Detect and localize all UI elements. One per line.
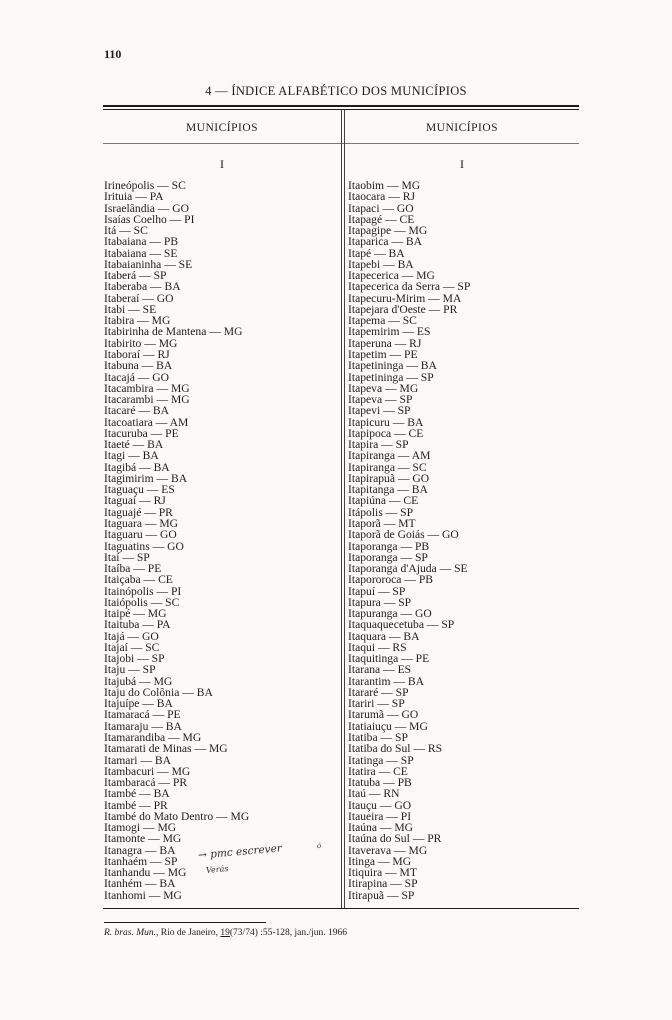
right-section-letter: I [460,157,464,171]
municipality-entry: Itaporã de Goiás — GO [348,528,459,542]
municipality-entry: Itabirito — MG [104,336,178,350]
municipality-entry: Israelândia — GO [104,201,189,215]
municipality-entry: Itarantim — BA [348,674,424,688]
municipality-entry: Itaíba — PE [104,562,162,576]
municipality-entry: Itaguaí — RJ [104,494,166,508]
municipality-entry: Itapecerica — MG [348,269,435,283]
municipality-entry: Itanhém — BA [104,877,176,891]
municipality-entry: Itagibá — BA [104,460,170,474]
citation-rest: (73/74) :55-128, jan./jun. 1966 [229,928,348,938]
municipality-entry: Itaiçaba — CE [104,573,173,587]
municipality-entry: Itapagipe — MG [348,224,428,238]
handwritten-annotation: → pmc escrever [197,842,283,862]
municipality-entry: Irineópolis — SC [104,179,186,192]
column-divider [341,110,342,908]
municipality-entry: Itanhandu — MG [104,866,187,880]
municipality-entry: Itatinga — SP [348,753,414,767]
municipality-entry: Itapororoca — PB [348,573,434,587]
municipality-entry: Itapaci — GO [348,201,414,215]
municipality-entry: Itacarambi — MG [104,393,190,407]
municipality-entry: Itatuba — PB [348,776,412,790]
municipality-entry: Itainópolis — PI [104,584,182,598]
municipality-entry: Itapecerica da Serra — SP [348,280,471,294]
municipality-entry: Itaiópolis — SC [104,595,180,609]
municipality-entry: Itinga — MG [348,854,412,868]
municipality-entry: Itá — SC [104,224,148,238]
municipality-entry: Itaeté — BA [104,438,164,452]
municipality-entry: Itirapina — SP [348,877,418,891]
municipality-entry: Itamari — BA [104,753,171,767]
citation-place: Rio de Janeiro, [158,928,221,938]
top-rule [103,105,579,107]
municipality-entry: Itapetininga — BA [348,359,437,373]
municipality-entry: Itarumã — GO [348,708,419,722]
municipality-entry: Itapetim — PE [348,347,418,361]
municipality-entry: Itaporã — MT [348,516,416,530]
municipality-entry: Itapema — SC [348,314,417,328]
municipality-entry: Itaqui — RS [348,640,407,654]
municipality-entry: Isaías Coelho — PI [104,212,195,226]
municipality-entry: Itirapuã — SP [348,888,415,902]
municipality-entry: Itanagra — BA [104,843,176,857]
column-divider [344,110,345,908]
municipality-entry: Itaguajé — PR [104,505,173,519]
municipality-entry: Itaúna do Sul — PR [348,832,442,846]
municipality-entry: Itambacuri — MG [104,764,191,778]
municipality-entry: Itaju — SP [104,663,156,677]
municipality-entry: Itanhomi — MG [104,888,182,902]
municipality-entry: Itabaiana — PB [104,235,179,249]
municipality-entry: Itapeva — MG [348,381,419,395]
municipality-entry: Itapiúna — CE [348,494,419,508]
municipality-entry: Itajaí — SC [104,640,160,654]
municipality-entry: Itajubá — MG [104,674,173,688]
municipality-entry: Itambé — PR [104,798,168,812]
municipality-entry: Itabi — SE [104,302,157,316]
municipality-entry: Itaueira — PI [348,809,412,823]
municipality-entry: Itaberá — SP [104,269,167,283]
municipality-entry: Itaguara — MG [104,516,179,530]
municipality-entry: Itapipoca — CE [348,426,424,440]
municipality-entry: Itaquitinga — PE [348,652,430,666]
municipality-entry: Itajuípe — BA [104,697,173,711]
municipality-entry: Itaquaquecetuba — SP [348,618,455,632]
municipality-entry: Itatiaiuçu — MG [348,719,428,733]
municipality-entry: Itapiranga — AM [348,449,431,463]
municipality-entry: Itaguaru — GO [104,528,177,542]
municipality-entry: Itiquira — MT [348,866,417,880]
citation [104,928,347,938]
municipality-entry: Itabira — MG [104,314,171,328]
municipality-entry: Itauçu — GO [348,798,412,812]
municipality-entry: Itabirinha de Mantena — MG [104,325,243,339]
municipality-entry: Itararé — SP [348,685,409,699]
municipality-entry: Itacuruba — PE [104,426,179,440]
municipality-entry: Itapé — BA [348,246,405,260]
municipality-entry: Itaí — SP [104,550,150,564]
municipality-entry: Itaguaçu — ES [104,483,175,497]
citation-journal: R. bras. Mun., [104,928,159,938]
municipality-entry: Itaguatins — GO [104,539,184,553]
municipality-entry: Itacoatiara — AM [104,415,189,429]
municipality-entry: Itajobi — SP [104,652,165,666]
municipality-entry: Itapura — SP [348,595,412,609]
municipality-entry: Itapagé — CE [348,212,415,226]
municipality-entry: Itabaianinha — SE [104,257,193,271]
municipality-entry: Itapeva — SP [348,393,413,407]
municipality-entry: Itapebi — BA [348,257,414,271]
municipality-entry: Itaberaí — GO [104,291,174,305]
right-municipality-list [348,180,578,901]
municipality-entry: Itanhaém — SP [104,854,178,868]
municipality-entry: Irituia — PA [104,190,164,204]
municipality-entry: Itaú — RN [348,787,400,801]
municipality-entry: Itagi — BA [104,449,159,463]
municipality-entry: Itaju do Colônia — BA [104,685,213,699]
municipality-entry: Itambaracá — PR [104,776,188,790]
handwritten-annotation: ó [316,841,322,851]
page-number: 110 [104,47,122,61]
municipality-entry: Itaituba — PA [104,618,171,632]
municipality-entry: Itacambira — MG [104,381,190,395]
municipality-entry: Itaperuna — RJ [348,336,422,350]
municipality-entry: Itapiranga — SC [348,460,427,474]
municipality-entry: Itapuranga — GO [348,607,432,621]
municipality-entry: Itaobim — MG [348,179,421,192]
municipality-entry: Itabaiana — SE [104,246,178,260]
municipality-entry: Itacaré — BA [104,404,170,418]
municipality-entry: Itaporanga — PB [348,539,430,553]
municipality-entry: Itapitanga — BA [348,483,428,497]
section-title: 4 — ÍNDICE ALFABÉTICO DOS MUNICÍPIOS [205,84,467,98]
municipality-entry: Itacajá — GO [104,370,170,384]
left-section-letter: I [220,157,224,171]
municipality-entry: Itamarati de Minas — MG [104,742,228,756]
left-municipality-list [104,180,340,901]
citation-rule [104,922,266,923]
municipality-entry: Itapejara d'Oeste — PR [348,302,458,316]
municipality-entry: Itaquara — BA [348,629,420,643]
municipality-entry: Itambé — BA [104,787,170,801]
municipality-entry: Itajá — GO [104,629,159,643]
municipality-entry: Itaporanga — SP [348,550,428,564]
municipality-entry: Itamogi — MG [104,821,177,835]
municipality-entry: Itapetininga — SP [348,370,434,384]
municipality-entry: Itaocara — RJ [348,190,415,204]
municipality-entry: Itatiba do Sul — RS [348,742,443,756]
municipality-entry: Itápolis — SP [348,505,414,519]
municipality-entry: Itaparica — BA [348,235,423,249]
municipality-entry: Itatira — CE [348,764,408,778]
municipality-entry: Itapirapuã — GO [348,471,430,485]
municipality-entry: Itatiba — SP [348,731,408,745]
municipality-entry: Itarana — ES [348,663,412,677]
municipality-entry: Itaberaba — BA [104,280,181,294]
municipality-entry: Itabuna — BA [104,359,173,373]
municipality-entry: Itamonte — MG [104,832,182,846]
municipality-entry: Itapira — SP [348,438,409,452]
citation-volume: 19 [220,928,230,938]
right-column-header: MUNICÍPIOS [425,122,499,134]
municipality-entry: Itambé do Mato Dentro — MG [104,809,250,823]
bottom-rule [103,908,579,909]
municipality-entry: Itaboraí — RJ [104,347,170,361]
municipality-entry: Itapemirim — ES [348,325,431,339]
handwritten-annotation: Verás [205,864,229,875]
municipality-entry: Itapicuru — BA [348,415,424,429]
municipality-entry: Itapuí — SP [348,584,406,598]
municipality-entry: Itapecuru-Mirim — MA [348,291,462,305]
municipality-entry: Itamaraju — BA [104,719,182,733]
municipality-entry: Itamaracá — PE [104,708,181,722]
left-column-header: MUNICÍPIOS [185,122,259,134]
municipality-entry: Itagimirim — BA [104,471,188,485]
municipality-entry: Itariri — SP [348,697,405,711]
municipality-entry: Itaúna — MG [348,821,414,835]
municipality-entry: Itaipé — MG [104,607,167,621]
municipality-entry: Itapevi — SP [348,404,411,418]
municipality-entry: Itamarandiba — MG [104,731,202,745]
municipality-entry: Itaporanga d'Ajuda — SE [348,562,468,576]
municipality-entry: Itaverava — MG [348,843,428,857]
